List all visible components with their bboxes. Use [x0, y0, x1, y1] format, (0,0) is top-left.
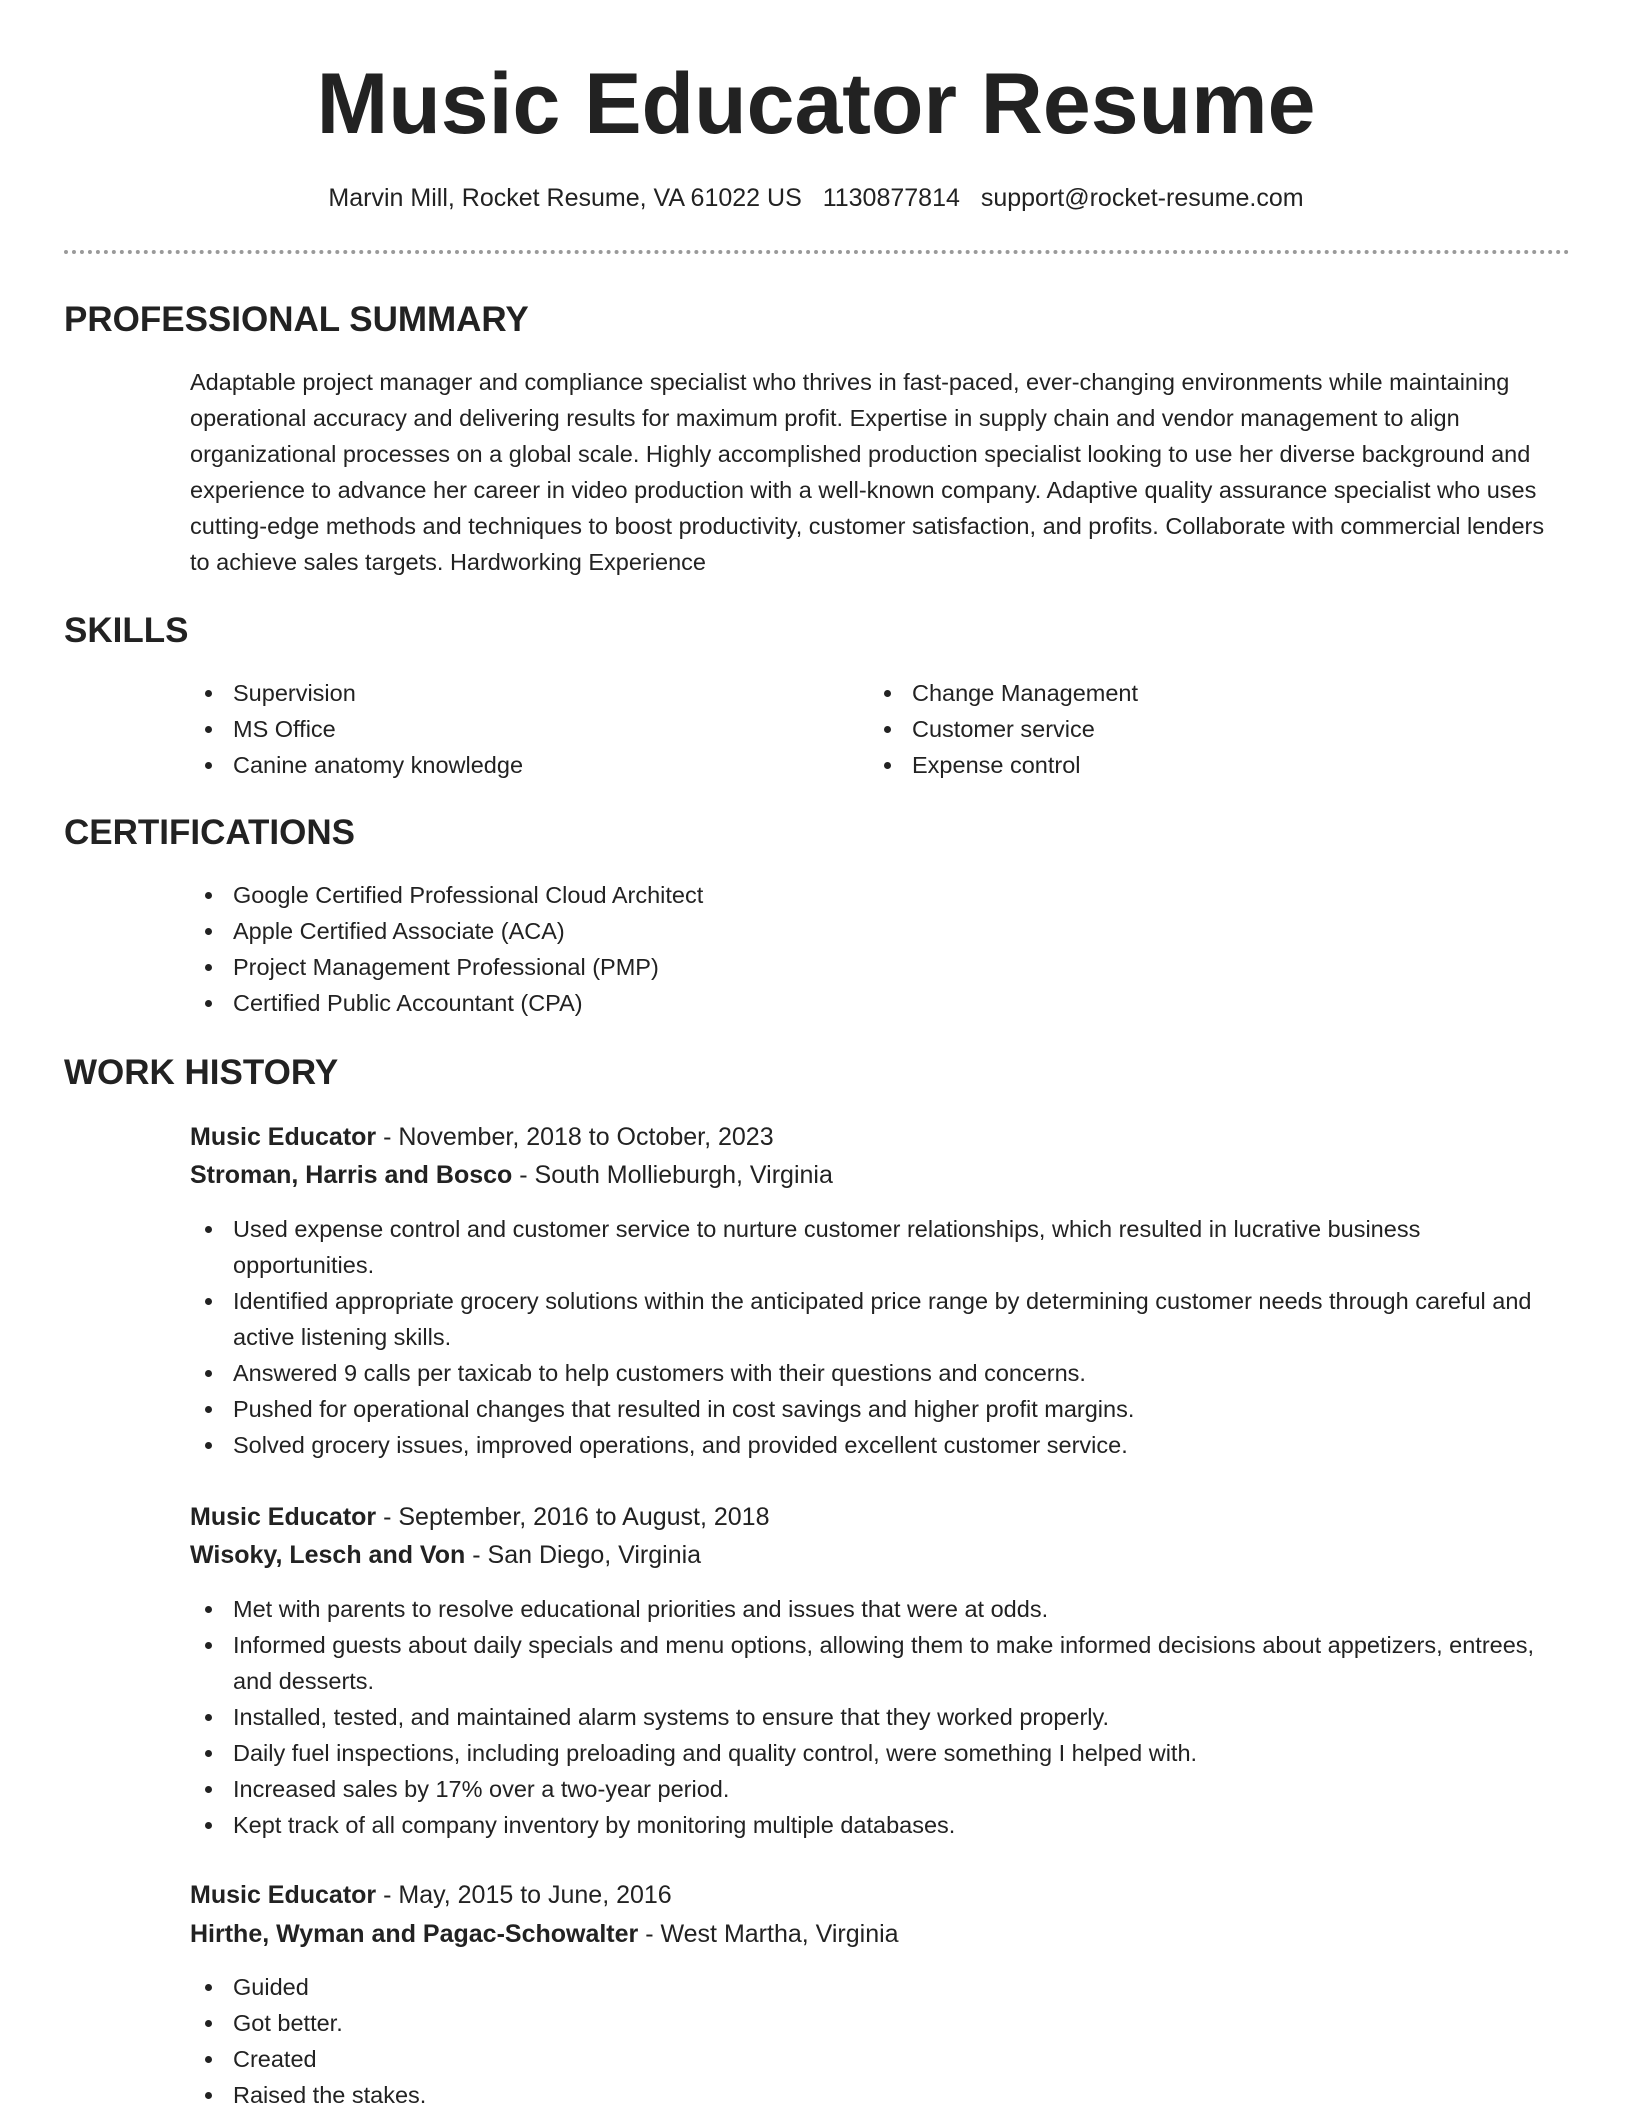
- job-bullet: Met with parents to resolve educational priorities and issues that were at odds.: [190, 1591, 1550, 1627]
- job-bullet: Used expense control and customer service to nurture customer relationships, which resulted in lucrative business opportunities.: [190, 1211, 1550, 1283]
- job-title-line: [190, 1498, 770, 1536]
- skill-item: Change Management: [869, 675, 1138, 711]
- job-bullet: Identified appropriate grocery solutions within the anticipated price range by determining customer needs through careful and active listening skills.: [190, 1283, 1550, 1355]
- job-location: - West Martha, Virginia: [638, 1920, 899, 1948]
- job-bullet: Guided: [190, 1969, 1550, 2005]
- job-company-line: [190, 1156, 833, 1194]
- job-bullet: Installed, tested, and maintained alarm systems to ensure that they worked properly.: [190, 1699, 1550, 1735]
- summary-text: Adaptable project manager and compliance specialist who thrives in fast-paced, ever-changing environments while maintaining operational accuracy and delivering results for maximum profit. Expertise in supply chain and vendor management to align organizational processes on a global scale. Highly accomplished production specialist looking to use her diverse background and experience to advance her career in video production with a well-known company. Adaptive quality assurance specialist who uses cutting-edge methods and techniques to boost productivity, customer satisfaction, and profits. Collaborate with commercial lenders to achieve sales targets. Hardworking Experience: [190, 369, 1545, 575]
- skill-item: Expense control: [869, 747, 1138, 783]
- job-bullet: Answered 9 calls per taxicab to help customers with their questions and concerns.: [190, 1355, 1550, 1391]
- skills-list-right: [869, 675, 1138, 783]
- job-title: Music Educator: [190, 1503, 377, 1531]
- job-bullet: Raised the stakes.: [190, 2077, 1550, 2113]
- certification-item: Google Certified Professional Cloud Architect: [190, 877, 703, 913]
- skill-item: Canine anatomy knowledge: [190, 747, 523, 783]
- job-location: - South Mollieburgh, Virginia: [512, 1161, 833, 1189]
- job-bullets: [190, 1211, 1550, 1463]
- job-bullet: Kept track of all company inventory by monitoring multiple databases.: [190, 1807, 1550, 1843]
- contact-phone: 1130877814: [822, 184, 960, 212]
- job-bullet: Got better.: [190, 2005, 1550, 2041]
- job-title-line: [190, 1118, 774, 1156]
- certifications-heading: CERTIFICATIONS: [64, 813, 356, 852]
- contact-line: [0, 180, 1632, 216]
- work-history-heading: WORK HISTORY: [64, 1053, 339, 1092]
- job-company: Wisoky, Lesch and Von: [190, 1541, 466, 1569]
- job-bullet: Solved grocery issues, improved operations, and provided excellent customer service.: [190, 1427, 1550, 1463]
- skill-item: MS Office: [190, 711, 523, 747]
- job-bullet: Pushed for operational changes that resulted in cost savings and higher profit margins.: [190, 1391, 1550, 1427]
- certification-item: Project Management Professional (PMP): [190, 949, 703, 985]
- skill-item: Supervision: [190, 675, 523, 711]
- job-location: - San Diego, Virginia: [465, 1541, 702, 1569]
- skill-item: Customer service: [869, 711, 1138, 747]
- job-bullets: [190, 1591, 1550, 1843]
- job-title-line: [190, 1876, 672, 1914]
- job-company-line: [190, 1915, 899, 1953]
- job-title: Music Educator: [190, 1123, 377, 1151]
- skills-list-left: [190, 675, 523, 783]
- job-company-line: [190, 1536, 701, 1574]
- job-bullet: Informed guests about daily specials and menu options, allowing them to make informed decisions about appetizers, entrees, and desserts.: [190, 1627, 1550, 1699]
- job-dates: - September, 2016 to August, 2018: [376, 1503, 770, 1531]
- certifications-list: [190, 877, 703, 1021]
- skills-heading: SKILLS: [64, 611, 189, 650]
- resume-title: Music Educator Resume: [316, 56, 1316, 152]
- job-bullet: Daily fuel inspections, including preloading and quality control, were something I helped with.: [190, 1735, 1550, 1771]
- certification-item: Certified Public Accountant (CPA): [190, 985, 703, 1021]
- job-bullet: Increased sales by 17% over a two-year period.: [190, 1771, 1550, 1807]
- job-bullet: Created: [190, 2041, 1550, 2077]
- job-company: Stroman, Harris and Bosco: [190, 1161, 513, 1189]
- job-title: Music Educator: [190, 1881, 377, 1909]
- header-divider: [64, 250, 1570, 254]
- certification-item: Apple Certified Associate (ACA): [190, 913, 703, 949]
- job-company: Hirthe, Wyman and Pagac-Schowalter: [190, 1920, 639, 1948]
- summary-heading: PROFESSIONAL SUMMARY: [64, 300, 529, 339]
- contact-email: support@rocket-resume.com: [980, 184, 1304, 212]
- job-dates: - November, 2018 to October, 2023: [376, 1123, 774, 1151]
- job-bullets: [190, 1969, 1550, 2113]
- job-dates: - May, 2015 to June, 2016: [376, 1881, 672, 1909]
- contact-address: Marvin Mill, Rocket Resume, VA 61022 US: [328, 184, 802, 212]
